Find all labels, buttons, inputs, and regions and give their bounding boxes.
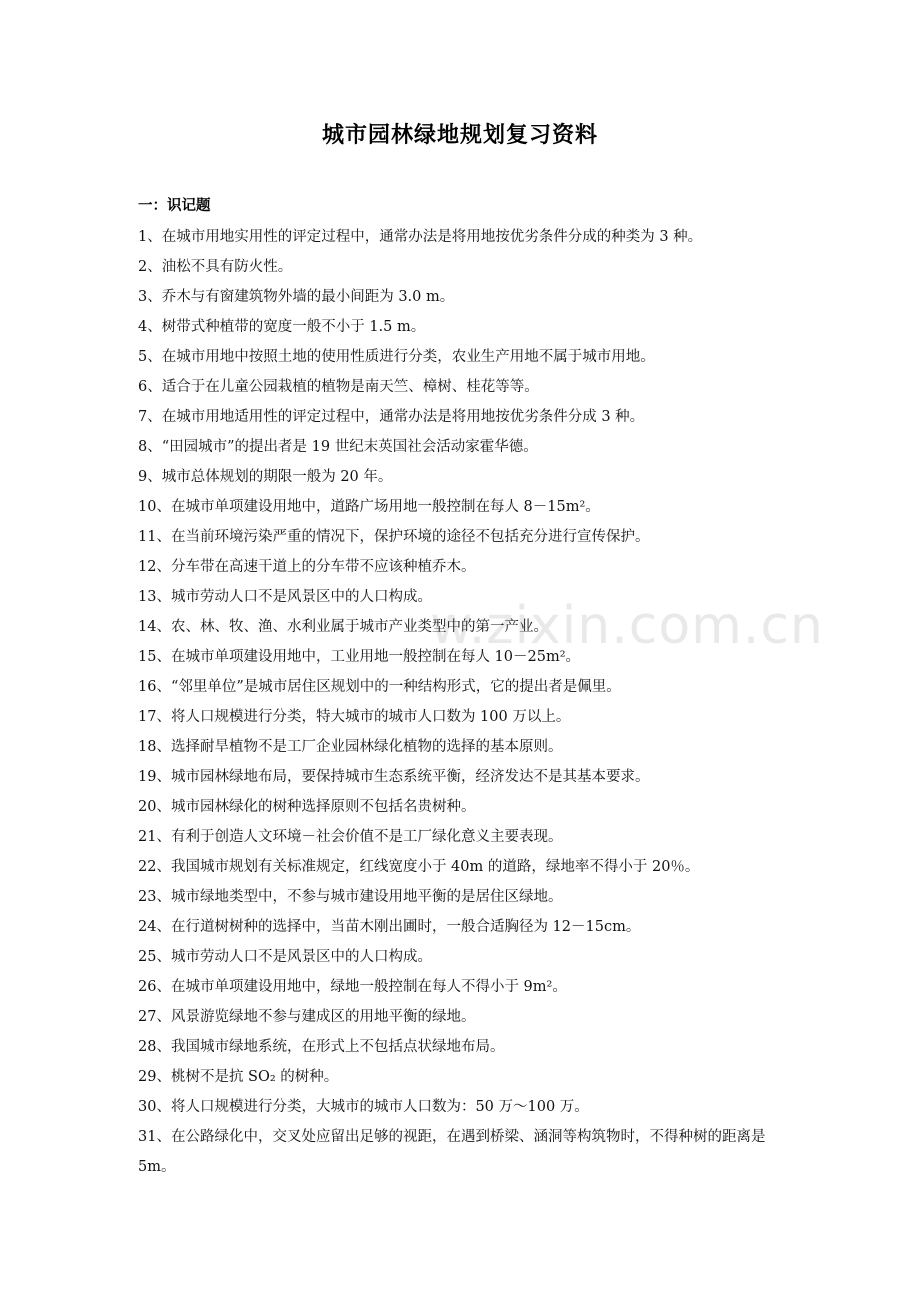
list-item: 11、在当前环境污染严重的情况下，保护环境的途径不包括充分进行宣传保护。 [138,529,650,545]
list-item: 28、我国城市绿地系统，在形式上不包括点状绿地布局。 [138,1039,505,1055]
list-item: 23、城市绿地类型中，不参与城市建设用地平衡的是居住区绿地。 [138,889,563,905]
section-heading: 一：识记题 [138,198,211,214]
list-item: 6、适合于在儿童公园栽植的植物是南天竺、樟树、桂花等等。 [138,379,539,395]
list-item: 10、在城市单项建设用地中，道路广场用地一般控制在每人 8－15m²。 [138,499,600,515]
list-item: 2、油松不具有防火性。 [138,259,293,275]
list-item: 16、“邻里单位”是城市居住区规划中的一种结构形式，它的提出者是佩里。 [138,679,621,695]
list-item: 19、城市园林绿地布局，要保持城市生态系统平衡，经济发达不是其基本要求。 [138,769,650,785]
list-item: 22、我国城市规划有关标准规定，红线宽度小于 40m 的道路，绿地率不得小于 20％。 [138,859,700,875]
list-item: 26、在城市单项建设用地中，绿地一般控制在每人不得小于 9m²。 [138,979,567,995]
list-item: 18、选择耐旱植物不是工厂企业园林绿化植物的选择的基本原则。 [138,739,563,755]
list-item: 9、城市总体规划的期限一般为 20 年。 [138,469,393,485]
list-item: 13、城市劳动人口不是风景区中的人口构成。 [138,589,432,605]
list-item: 27、风景游览绿地不参与建成区的用地平衡的绿地。 [138,1009,476,1025]
list-item: 21、有利于创造人文环境－社会价值不是工厂绿化意义主要表现。 [138,829,563,845]
list-item: 30、将人口规模进行分类，大城市的城市人口数为：50 万～100 万。 [138,1099,589,1115]
list-item: 5、在城市用地中按照土地的使用性质进行分类，农业生产用地不属于城市用地。 [138,349,655,365]
list-item: 20、城市园林绿化的树种选择原则不包括名贵树种。 [138,799,476,815]
question-list [138,222,788,1182]
list-item: 31、在公路绿化中，交叉处应留出足够的视距，在遇到桥梁、涵洞等构筑物时，不得种树的距离是 5m。 [138,1129,766,1175]
list-item: 17、将人口规模进行分类，特大城市的城市人口数为 100 万以上。 [138,709,571,725]
list-item: 14、农、林、牧、渔、水利业属于城市产业类型中的第一产业。 [138,619,548,635]
list-item: 29、桃树不是抗 SO₂ 的树种。 [138,1069,339,1085]
list-item: 3、乔木与有窗建筑物外墙的最小间距为 3.0 m。 [138,289,455,305]
list-item: 25、城市劳动人口不是风景区中的人口构成。 [138,949,432,965]
list-item: 7、在城市用地适用性的评定过程中，通常办法是将用地按优劣条件分成 3 种。 [138,409,645,425]
list-item: 4、树带式种植带的宽度一般不小于 1.5 m。 [138,319,426,335]
list-item: 1、在城市用地实用性的评定过程中，通常办法是将用地按优劣条件分成的种类为 3 种。 [138,229,703,245]
list-item: 15、在城市单项建设用地中，工业用地一般控制在每人 10－25m²。 [138,649,581,665]
list-item: 8、“田园城市”的提出者是 19 世纪末英国社会活动家霍华德。 [138,439,538,455]
list-item: 12、分车带在高速干道上的分车带不应该种植乔木。 [138,559,476,575]
watermark: w.zixin.com.cn [430,596,824,656]
list-item: 24、在行道树树种的选择中，当苗木刚出圃时，一般合适胸径为 12－15cm。 [138,919,641,935]
document-title: 城市园林绿地规划复习资料 [321,123,598,148]
